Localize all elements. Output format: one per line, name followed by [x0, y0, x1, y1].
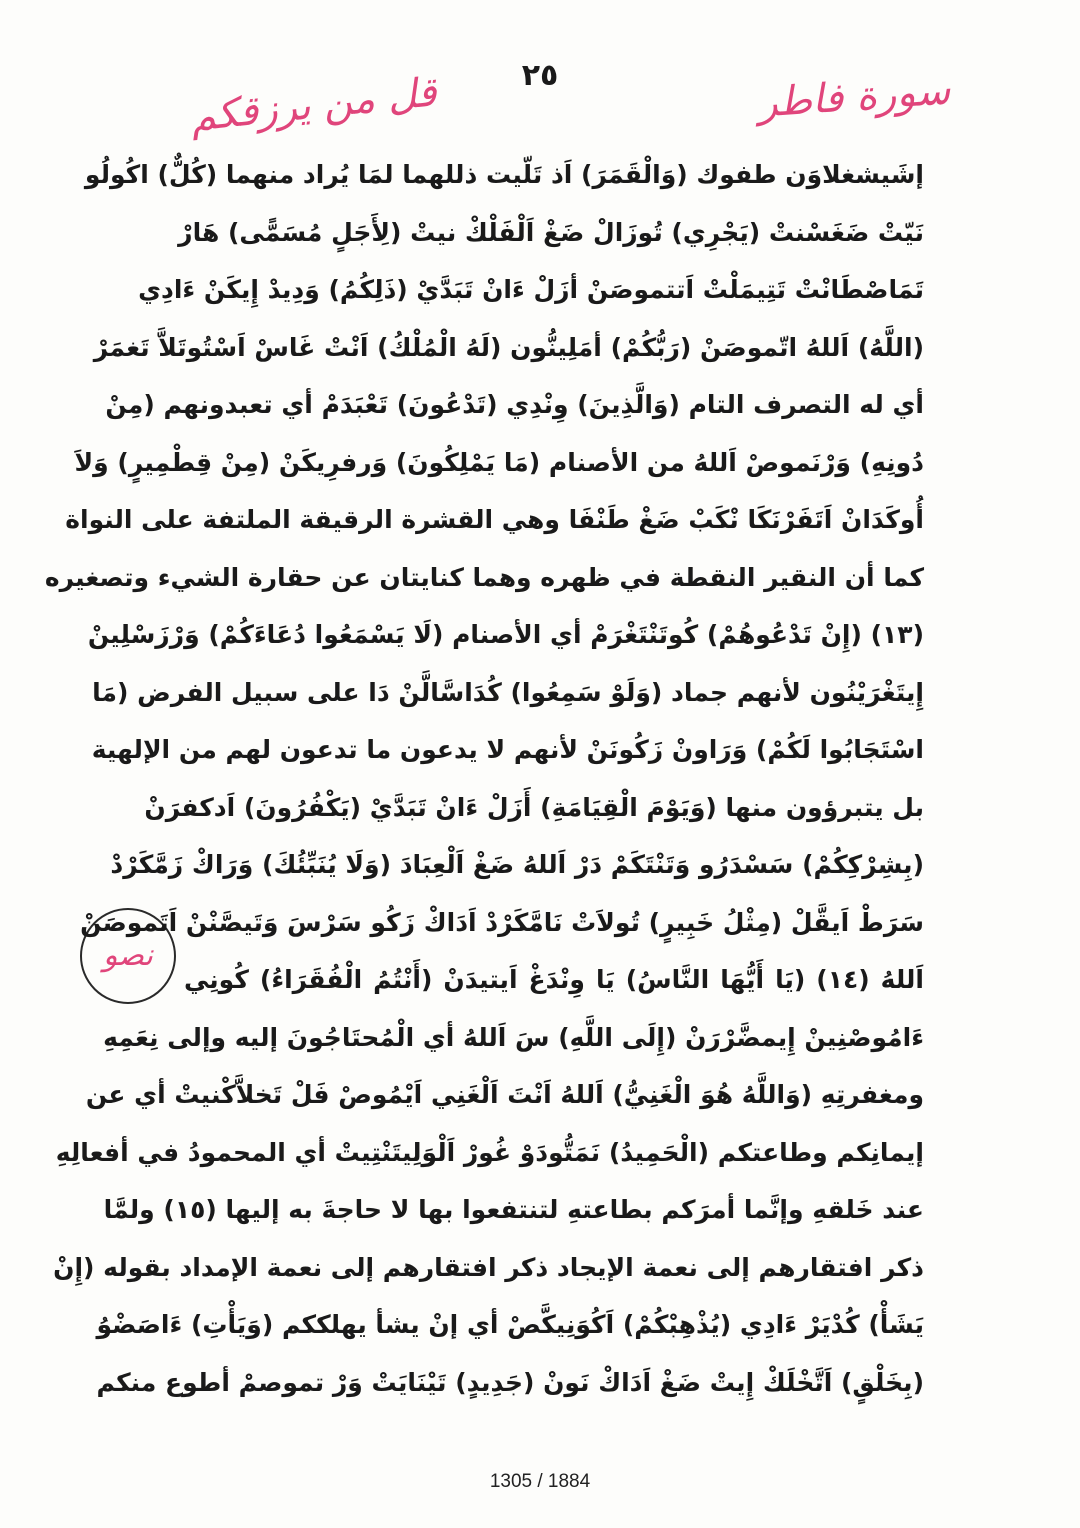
text-line: (بِخَلْقٍ) اَتَّخْلَكْ إِيتْ ضَغْ اَدَاكْ نَونْ (جَدِيدٍ) تَيْنَايَتْ وَرْ تموصمْ أطوع منكم — [96, 1367, 924, 1397]
text-line: إيمانِكم وطاعتكم (الْحَمِيدُ) نَمَتُّودَوْ غُورْ اَلْوَلِيتَنْتِيتْ أي المحمودُ في أفعالِهِ — [55, 1137, 924, 1167]
text-line: تَمَاصْطَانْتْ تَتِيمَلْتْ اَتتموصَنْ أزَلْ ءَانْ تَبَدَّيْ (ذَلِكُمُ) وَدِيدْ إِيكَنْ ءَادِي — [138, 275, 924, 304]
page-counter: 1305 / 1884 — [489, 1471, 591, 1492]
text-line: (بِشِرْكِكُمْ) سَسْدَرُو وَتَنْتَكَمْ دَرْ اَللهُ ضَغْ اَلْعِبَادَ (وَلَا يُنَبِّئُكَ) وَرَاكْ زَمَّكَرْدْ — [110, 850, 924, 879]
text-line: اَللهُ (١٤) (يَا أَيُّهَا النَّاسُ) يَا وِنْدَغْ اَيتيدَنْ (أَنْتُمُ الْفُقَرَاءُ) كُونِي — [184, 965, 925, 994]
text-line: بل يتبرؤون منها (وَيَوْمَ الْقِيَامَةِ) أَزَلْ ءَانْ تَبَدَّيْ (يَكْفُرُونَ) اَدكفرَنْ — [144, 792, 924, 822]
text-line: يَشَأْ) كُدْيَرْ ءَادِي (يُذْهِبْكُمْ) اَكُوَنِيكَّصْ أي إنْ يشأ يهلككم (وَيَأْتِ) ءَاصَضْوُ — [96, 1310, 924, 1339]
text-line: إِيتَغْرَيْنُون لأنهم جماد (وَلَوْ سَمِعُوا) كُدَاسَّالَّنْ دَا على سبيل الفرض (مَا — [92, 677, 924, 707]
text-line: اسْتَجَابُوا لَكُمْ) وَرَاونْ زَكُونَنْ لأنهم لا يدعون ما تدعون لهم من الإلهية — [91, 735, 924, 764]
text-line: دُونِهِ) وَرْنَموصْ اَللهُ من الأصنام (مَا يَمْلِكُونَ) وَرفرِيكَنْ (مِنْ قِطْمِيرٍ) وَلاَ — [74, 447, 924, 477]
text-line: ءَامُوصْنِينْ إِيمضَّرْرَنْ (إِلَى اللَّهِ) سَ اَللهُ أي الْمُحتَاجُونَ إليه وإلى نِعَمِهِ — [103, 1022, 924, 1052]
text-line: أي له التصرف التام (وَالَّذِينَ) وِنْدِي (تَدْعُونَ) تَعْبَدَمْ أي تعبدونهم (مِنْ — [105, 390, 924, 419]
text-line: أُوكَدَانْ اَتَفَرْنَكَا نْكَبْ ضَغْ طَنْفَا وهي القشرة الرقيقة الملتفة على النواة — [65, 505, 924, 534]
text-line: ذكر افتقارهم إلى نعمة الإيجاد ذكر افتقارهم إلى نعمة الإمداد بقوله (إِنْ — [53, 1252, 924, 1282]
text-line: (١٣) (إِنْ تَدْعُوهُمْ) كُوتَنْتَغْرَمْ أي الأصنام (لَا يَسْمَعُوا دُعَاءَكُمْ) وَرْزَسْلِينْ — [87, 620, 924, 649]
text-line: (اللَّهُ) اَللهُ اتّموصَنْ (رَبُّكُمْ) أمَلِينُّون (لَهُ الْمُلْكُ) اَنْتْ غَاسْ اَسْتُوتَلاَّ تَغمَرْ — [93, 332, 924, 362]
text-line: سَرَطْ اَيقَّلْ (مِثْلُ خَبِيرٍ) تُولاَتْ نَامَّكَرْدْ اَدَاكْ زَكُو سَرْسَ وَتَيصَّنْنْ اَتَموصَنْ — [80, 907, 924, 937]
verse-annotation: قل من يرزقكم — [188, 69, 439, 141]
text-line: كما أن النقير النقطة في ظهره وهما كنايتان عن حقارة الشيء وتصغيره — [44, 562, 924, 592]
text-line: إشَيشغلاوَن طفوك (وَالْقَمَرَ) اَذ تَلّيت ذللهما لمَا يُراد منهما (كُلٌّ) اكُولُو — [84, 160, 924, 189]
page-number: ٢٥ — [521, 58, 559, 93]
surah-annotation: سورة فاطر — [756, 67, 952, 127]
margin-note-text: نصو — [103, 938, 153, 973]
text-line: نَيّتْ ضَغَسْنتْ (يَجْرِي) تُوزَالْ ضَغْ اَلْفَلْكْ نيتْ (لِأَجَلٍ مُسَمًّى) هَارْ — [178, 217, 924, 247]
text-line: ومغفرتِهِ (وَاللَّهُ هُوَ الْغَنِيُّ) اَللهُ اَنْتَ اَلْغَنِي اَيْمُوصْ فَلْ تَخلاَّكْنيتْ أي عن — [85, 1080, 924, 1109]
text-line: عند خَلقهِ وإنَّما أمرَكم بطاعتهِ لتنتفعوا بها لا حاجةَ به إليها (١٥) ولمَّا — [103, 1195, 924, 1224]
